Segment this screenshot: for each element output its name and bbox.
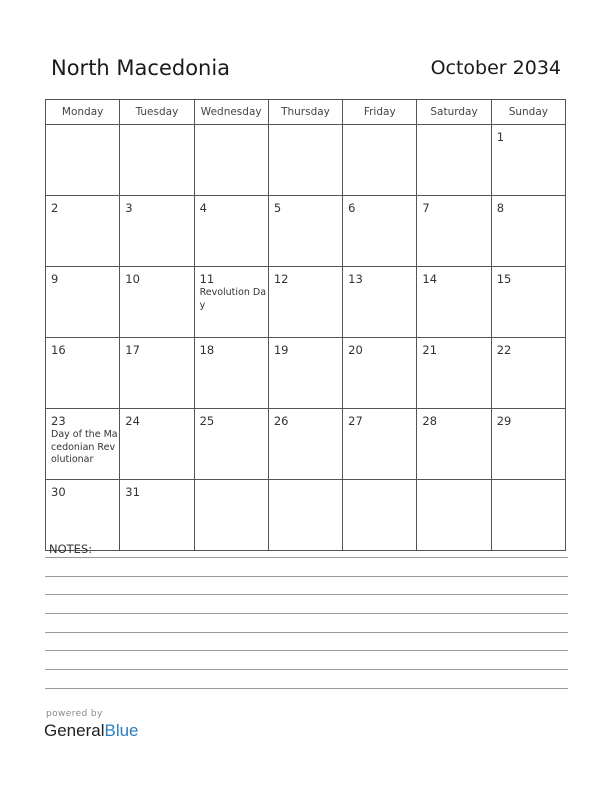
day-number: 11 bbox=[199, 272, 215, 286]
calendar-day-cell bbox=[343, 125, 417, 196]
calendar-day-cell bbox=[343, 409, 417, 480]
calendar-day-cell bbox=[417, 480, 491, 551]
day-number: 4 bbox=[199, 201, 207, 215]
calendar-country-title: North Macedonia bbox=[51, 56, 231, 80]
calendar-month-title: October 2034 bbox=[430, 57, 561, 79]
day-number: 14 bbox=[422, 272, 438, 286]
day-number: 30 bbox=[51, 485, 66, 499]
day-number: 9 bbox=[51, 272, 59, 286]
weekday-header: Tuesday bbox=[120, 100, 194, 125]
day-number: 6 bbox=[348, 201, 356, 215]
calendar-day-cell bbox=[268, 338, 342, 409]
calendar-day-cell bbox=[46, 196, 120, 267]
weekday-header: Thursday bbox=[268, 100, 342, 125]
calendar-day-cell bbox=[120, 409, 194, 480]
day-number: 16 bbox=[51, 343, 66, 357]
notes-line bbox=[45, 576, 568, 577]
calendar-day-cell bbox=[417, 338, 491, 409]
calendar-day-cell bbox=[194, 338, 268, 409]
calendar-week-row bbox=[46, 409, 566, 480]
day-number: 10 bbox=[125, 272, 140, 286]
brand-logo[interactable] bbox=[44, 721, 139, 741]
calendar-day-cell bbox=[343, 480, 417, 551]
calendar-day-cell bbox=[46, 409, 120, 480]
weekday-header: Monday bbox=[46, 100, 120, 125]
calendar-day-cell bbox=[120, 267, 194, 338]
calendar-day-cell bbox=[194, 480, 268, 551]
calendar-day-cell bbox=[491, 409, 565, 480]
weekday-header: Sunday bbox=[491, 100, 565, 125]
brand-general: General bbox=[44, 721, 105, 740]
calendar-day-cell bbox=[120, 125, 194, 196]
notes-line bbox=[45, 613, 568, 614]
calendar-day-cell bbox=[46, 267, 120, 338]
calendar-body bbox=[46, 125, 566, 551]
calendar-day-cell bbox=[417, 267, 491, 338]
calendar-day-cell bbox=[194, 125, 268, 196]
calendar-day-cell bbox=[491, 196, 565, 267]
calendar-day-cell bbox=[268, 480, 342, 551]
holiday-label: Day of the Macedonian Revolutionar bbox=[51, 429, 118, 465]
calendar-day-cell bbox=[268, 409, 342, 480]
calendar-week-row bbox=[46, 125, 566, 196]
calendar-day-cell bbox=[120, 338, 194, 409]
calendar-day-cell bbox=[491, 267, 565, 338]
calendar-day-cell bbox=[194, 409, 268, 480]
day-number: 29 bbox=[496, 414, 512, 428]
notes-line bbox=[45, 669, 568, 670]
notes-line bbox=[45, 557, 568, 558]
calendar-day-cell bbox=[120, 480, 194, 551]
calendar-week-row bbox=[46, 267, 566, 338]
day-number: 8 bbox=[496, 201, 505, 215]
day-number: 13 bbox=[348, 272, 363, 286]
day-number: 19 bbox=[273, 343, 289, 357]
calendar-day-cell bbox=[268, 267, 342, 338]
powered-by-text: powered by bbox=[46, 709, 103, 719]
calendar-day-cell bbox=[491, 125, 565, 196]
day-number: 27 bbox=[348, 414, 363, 428]
holiday-label: Revolution Day bbox=[199, 287, 267, 311]
weekday-header: Saturday bbox=[417, 100, 491, 125]
calendar-week-row bbox=[46, 338, 566, 409]
day-number: 26 bbox=[273, 414, 289, 428]
brand-blue: Blue bbox=[104, 721, 139, 740]
day-number: 18 bbox=[199, 343, 215, 357]
day-number: 22 bbox=[496, 343, 512, 357]
calendar-day-cell bbox=[120, 196, 194, 267]
calendar-day-cell bbox=[46, 338, 120, 409]
notes-line bbox=[45, 650, 568, 651]
calendar-day-cell bbox=[46, 480, 120, 551]
day-number: 25 bbox=[199, 414, 215, 428]
calendar-week-row bbox=[46, 480, 566, 551]
calendar-day-cell bbox=[194, 267, 268, 338]
weekday-header: Wednesday bbox=[194, 100, 268, 125]
calendar-day-cell bbox=[491, 338, 565, 409]
calendar-day-cell bbox=[491, 480, 565, 551]
calendar-day-cell bbox=[343, 338, 417, 409]
calendar-day-cell bbox=[46, 125, 120, 196]
day-number: 24 bbox=[125, 414, 140, 428]
weekday-header: Friday bbox=[343, 100, 417, 125]
day-number: 28 bbox=[422, 414, 438, 428]
calendar-day-cell bbox=[194, 196, 268, 267]
calendar-day-cell bbox=[417, 125, 491, 196]
day-number: 2 bbox=[51, 201, 59, 215]
day-number: 31 bbox=[125, 485, 140, 499]
notes-label: NOTES: bbox=[49, 542, 93, 556]
calendar-grid bbox=[45, 99, 566, 551]
day-number: 17 bbox=[125, 343, 140, 357]
day-number: 1 bbox=[496, 130, 505, 144]
day-number: 3 bbox=[125, 201, 133, 215]
day-number: 5 bbox=[273, 201, 282, 215]
notes-line bbox=[45, 632, 568, 633]
weekday-header-row bbox=[46, 100, 566, 125]
notes-line bbox=[45, 594, 568, 595]
day-number: 7 bbox=[422, 201, 430, 215]
calendar-day-cell bbox=[343, 267, 417, 338]
calendar-day-cell bbox=[343, 196, 417, 267]
day-number: 15 bbox=[496, 272, 512, 286]
day-number: 20 bbox=[348, 343, 363, 357]
notes-line bbox=[45, 688, 568, 689]
day-number: 21 bbox=[422, 343, 438, 357]
calendar-day-cell bbox=[268, 196, 342, 267]
calendar-day-cell bbox=[417, 409, 491, 480]
calendar-week-row bbox=[46, 196, 566, 267]
calendar-day-cell bbox=[417, 196, 491, 267]
day-number: 12 bbox=[273, 272, 289, 286]
day-number: 23 bbox=[51, 414, 66, 428]
calendar-day-cell bbox=[268, 125, 342, 196]
